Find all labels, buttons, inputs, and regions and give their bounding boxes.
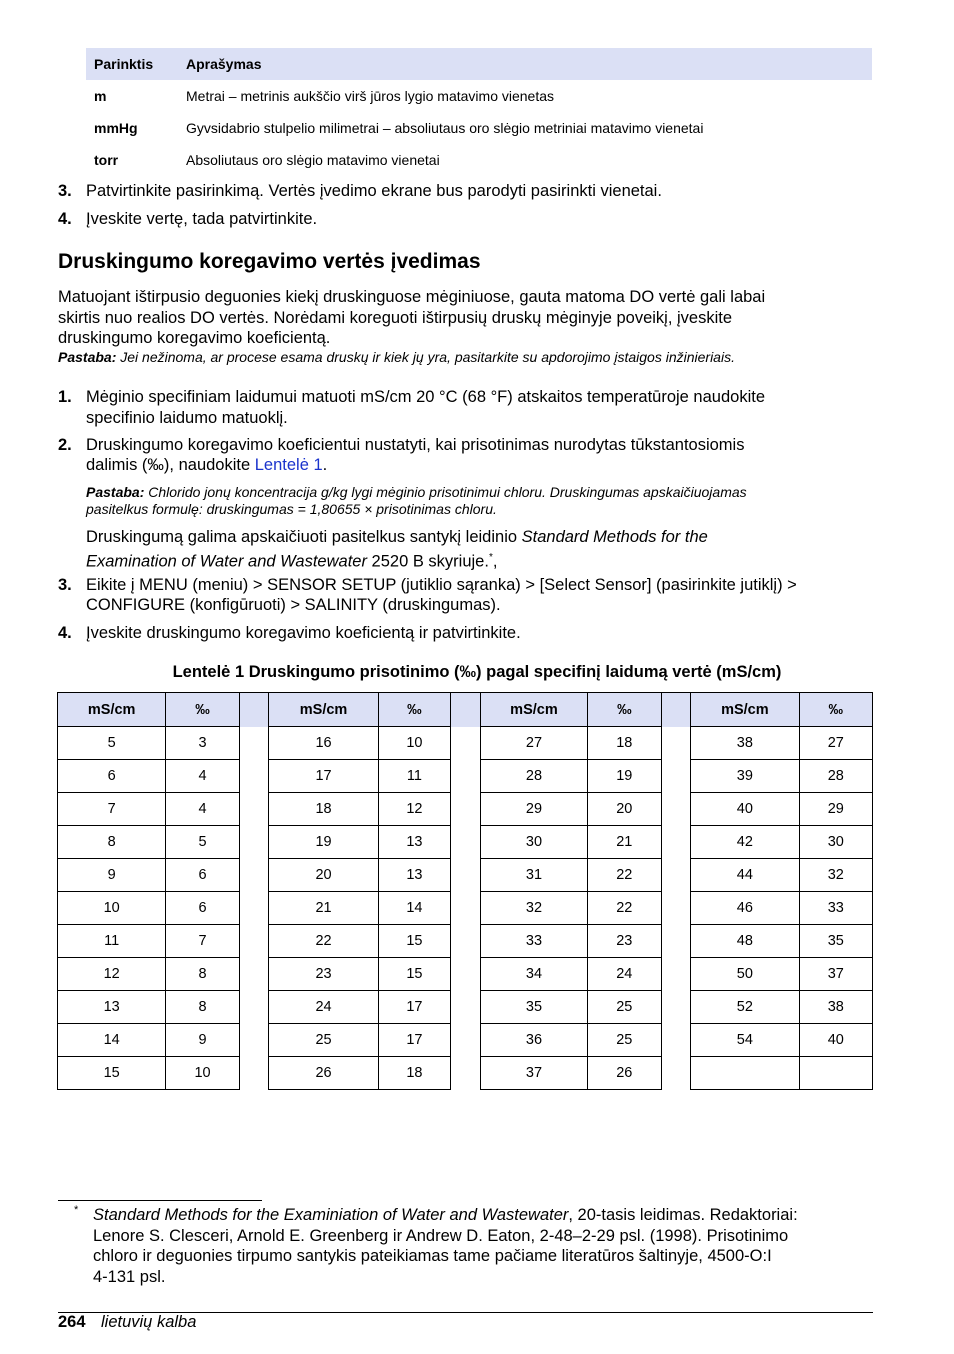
table-row bbox=[58, 859, 873, 892]
cell-ms: 7 bbox=[58, 793, 166, 826]
cell-ppt: 6 bbox=[166, 892, 239, 925]
intro-line: skirtis nuo realios DO vertės. Norėdami koreguoti ištirpusių druskų mėginyje poveikį, įveskite bbox=[58, 309, 733, 327]
cell-ppt: 25 bbox=[588, 1024, 661, 1057]
cell-ppt: 22 bbox=[588, 892, 661, 925]
cell-ppt: 8 bbox=[166, 991, 239, 1024]
cell-ppt: 24 bbox=[588, 958, 661, 991]
salinity-table-body bbox=[58, 727, 873, 1090]
table-row bbox=[58, 1057, 873, 1090]
cell-ppt: 4 bbox=[166, 760, 239, 793]
cell-ms: 8 bbox=[58, 826, 166, 859]
cell-ppt: 23 bbox=[588, 925, 661, 958]
column-spacer bbox=[239, 958, 269, 991]
column-spacer bbox=[239, 1057, 269, 1090]
cell-ppt: 19 bbox=[588, 760, 661, 793]
footnote-line: 4-131 psl. bbox=[93, 1267, 166, 1286]
column-spacer bbox=[451, 760, 481, 793]
cell-ms: 52 bbox=[691, 991, 799, 1024]
note bbox=[58, 348, 735, 366]
cell-ppt: 17 bbox=[378, 991, 450, 1024]
cell-ppt: 30 bbox=[799, 826, 872, 859]
publication-title: Standard Methods for the bbox=[521, 528, 708, 546]
cell-ms: 30 bbox=[480, 826, 587, 859]
cell-ms: 33 bbox=[480, 925, 587, 958]
calc-text: Druskingumą galima apskaičiuoti pasitelkus santykį leidinio bbox=[86, 528, 522, 546]
cell-ms: 18 bbox=[269, 793, 378, 826]
column-header-ppt: ‰ bbox=[588, 693, 661, 727]
column-spacer bbox=[661, 859, 691, 892]
cell-ms: 26 bbox=[269, 1057, 378, 1090]
column-spacer bbox=[451, 1057, 481, 1090]
cell-empty bbox=[799, 1057, 872, 1090]
footnote-line: Lenore S. Clesceri, Arnold E. Greenberg ir Andrew D. Eaton, 2-48–2-29 psl. (1998). Prisotinimo bbox=[93, 1226, 789, 1245]
cell-ppt: 38 bbox=[799, 991, 872, 1024]
cell-ms: 11 bbox=[58, 925, 166, 958]
cell-ppt: 25 bbox=[588, 991, 661, 1024]
cell-ms: 24 bbox=[269, 991, 378, 1024]
cell-ms: 46 bbox=[691, 892, 799, 925]
cell-ppt: 28 bbox=[799, 760, 872, 793]
cell-ms: 23 bbox=[269, 958, 378, 991]
options-table-header bbox=[86, 48, 872, 80]
cell-ppt: 27 bbox=[799, 727, 872, 760]
note-continuation: pasitelkus formulę: druskingumas = 1,80655 × prisotinimas chloru. bbox=[86, 501, 497, 517]
cell-ppt: 18 bbox=[378, 1057, 450, 1090]
cell-ms: 19 bbox=[269, 826, 378, 859]
cell-ppt: 5 bbox=[166, 826, 239, 859]
cell-empty bbox=[691, 1057, 799, 1090]
cell-ms: 15 bbox=[58, 1057, 166, 1090]
cell-ppt: 29 bbox=[799, 793, 872, 826]
cell-ppt: 17 bbox=[378, 1024, 450, 1057]
column-spacer bbox=[239, 826, 269, 859]
column-spacer bbox=[239, 793, 269, 826]
cell-ms: 21 bbox=[269, 892, 378, 925]
column-spacer bbox=[451, 892, 481, 925]
cell-ms: 27 bbox=[480, 727, 587, 760]
cell-ms: 37 bbox=[480, 1057, 587, 1090]
column-header-ppt: ‰ bbox=[799, 693, 872, 727]
intro-line: Matuojant ištirpusio deguonies kiekį druskinguose mėginiuose, gauta matoma DO vertė gali labai bbox=[58, 288, 766, 306]
calc-paragraph-line bbox=[86, 527, 708, 548]
cell-ppt: 35 bbox=[799, 925, 872, 958]
cell-ppt: 26 bbox=[588, 1057, 661, 1090]
footer-language: lietuvių kalba bbox=[101, 1313, 197, 1331]
cell-ms: 32 bbox=[480, 892, 587, 925]
column-spacer bbox=[451, 991, 481, 1024]
cell-ms: 14 bbox=[58, 1024, 166, 1057]
table-row bbox=[58, 727, 873, 760]
cell-ms: 28 bbox=[480, 760, 587, 793]
cell-ms: 13 bbox=[58, 991, 166, 1024]
column-spacer bbox=[239, 727, 269, 760]
table-row bbox=[86, 112, 872, 144]
option-name: torr bbox=[94, 152, 119, 168]
step-number: 2. bbox=[58, 436, 72, 454]
table-reference-link[interactable]: Lentelė 1 bbox=[254, 456, 323, 474]
cell-ms: 38 bbox=[691, 727, 799, 760]
salinity-table bbox=[57, 692, 873, 1090]
cell-ms: 36 bbox=[480, 1024, 587, 1057]
step-text: Mėginio specifiniam laidumui matuoti mS/cm 20 °C (68 °F) atskaitos temperatūroje naudokite bbox=[86, 388, 765, 406]
cell-ppt: 20 bbox=[588, 793, 661, 826]
salinity-table-header bbox=[58, 693, 873, 727]
footnote-text bbox=[93, 1205, 798, 1287]
column-spacer bbox=[239, 859, 269, 892]
column-spacer bbox=[239, 693, 269, 727]
footnote-mark: * bbox=[74, 1204, 79, 1216]
footnote-line bbox=[93, 1205, 798, 1226]
options-header-option: Parinktis bbox=[86, 48, 178, 80]
step-text: Druskingumo koregavimo koeficientui nustatyti, kai prisotinimas nurodytas tūkstantosiomis bbox=[86, 436, 745, 454]
step-text: CONFIGURE (konfigūruoti) > SALINITY (druskingumas). bbox=[86, 596, 501, 614]
table-row bbox=[58, 793, 873, 826]
cell-ms: 16 bbox=[269, 727, 378, 760]
cell-ppt: 14 bbox=[378, 892, 450, 925]
option-description: Metrai – metrinis aukščio virš jūros lygio matavimo vienetas bbox=[186, 88, 555, 104]
intro-line: druskingumo koregavimo koeficientą. bbox=[58, 329, 331, 347]
step-text-part: dalimis (‰), naudokite bbox=[86, 456, 255, 474]
column-spacer bbox=[661, 958, 691, 991]
cell-ppt: 11 bbox=[378, 760, 450, 793]
column-spacer bbox=[239, 760, 269, 793]
step-number: 1. bbox=[58, 388, 72, 406]
table-row bbox=[58, 760, 873, 793]
column-spacer bbox=[239, 991, 269, 1024]
column-spacer bbox=[451, 693, 481, 727]
cell-ms: 42 bbox=[691, 826, 799, 859]
cell-ppt: 8 bbox=[166, 958, 239, 991]
column-spacer bbox=[451, 958, 481, 991]
cell-ppt: 21 bbox=[588, 826, 661, 859]
cell-ppt: 37 bbox=[799, 958, 872, 991]
footnote-line: chloro ir deguonies tirpumo santykis pateikiamas tame pačiame literatūros šaltinyje, 4500-O:I bbox=[93, 1247, 772, 1265]
column-header-ms: mS/cm bbox=[480, 693, 587, 727]
column-spacer bbox=[661, 925, 691, 958]
cell-ppt: 10 bbox=[378, 727, 450, 760]
cell-ms: 44 bbox=[691, 859, 799, 892]
cell-ms: 35 bbox=[480, 991, 587, 1024]
column-spacer bbox=[451, 925, 481, 958]
cell-ppt: 13 bbox=[378, 859, 450, 892]
options-header-description: Aprašymas bbox=[178, 48, 872, 80]
cell-ppt: 32 bbox=[799, 859, 872, 892]
note-label: Pastaba: bbox=[86, 484, 145, 500]
cell-ppt: 7 bbox=[166, 925, 239, 958]
cell-ppt: 18 bbox=[588, 727, 661, 760]
publication-title: Examination of Water and Wastewater bbox=[86, 552, 367, 571]
column-spacer bbox=[661, 1057, 691, 1090]
cell-ppt: 40 bbox=[799, 1024, 872, 1057]
table-row bbox=[86, 144, 872, 176]
column-spacer bbox=[661, 991, 691, 1024]
cell-ppt: 15 bbox=[378, 925, 450, 958]
step-text: specifinio laidumo matuoklį. bbox=[86, 409, 288, 427]
step-number: 4. bbox=[58, 210, 72, 228]
column-spacer bbox=[661, 1024, 691, 1057]
column-spacer bbox=[451, 1024, 481, 1057]
column-spacer bbox=[239, 1024, 269, 1057]
cell-ms: 40 bbox=[691, 793, 799, 826]
cell-ms: 5 bbox=[58, 727, 166, 760]
column-spacer bbox=[661, 826, 691, 859]
column-spacer bbox=[451, 727, 481, 760]
step-number: 3. bbox=[58, 182, 72, 200]
cell-ppt: 10 bbox=[166, 1057, 239, 1090]
column-spacer bbox=[451, 859, 481, 892]
section-title: Druskingumo koregavimo vertės įvedimas bbox=[58, 250, 481, 273]
note-label: Pastaba: bbox=[58, 349, 117, 365]
footnote-reference[interactable]: * bbox=[488, 552, 493, 563]
cell-ms: 20 bbox=[269, 859, 378, 892]
column-header-ppt: ‰ bbox=[166, 693, 239, 727]
cell-ppt: 15 bbox=[378, 958, 450, 991]
note-text: Chlorido jonų koncentracija g/kg lygi mėginio prisotinimui chloru. Druskingumas apskaičiuojamas bbox=[144, 484, 747, 500]
cell-ms: 12 bbox=[58, 958, 166, 991]
options-table bbox=[86, 48, 872, 176]
footnote-line-text: , 20-tasis leidimas. Redaktoriai: bbox=[568, 1206, 798, 1224]
step-text: Patvirtinkite pasirinkimą. Vertės įvedimo ekrane bus parodyti pasirinkti vienetai. bbox=[86, 182, 662, 200]
cell-ppt: 33 bbox=[799, 892, 872, 925]
table-row bbox=[58, 958, 873, 991]
cell-ms: 29 bbox=[480, 793, 587, 826]
cell-ms: 31 bbox=[480, 859, 587, 892]
column-header-ms: mS/cm bbox=[691, 693, 799, 727]
cell-ppt: 4 bbox=[166, 793, 239, 826]
cell-ppt: 6 bbox=[166, 859, 239, 892]
cell-ms: 17 bbox=[269, 760, 378, 793]
cell-ms: 50 bbox=[691, 958, 799, 991]
cell-ppt: 13 bbox=[378, 826, 450, 859]
calc-paragraph-line bbox=[86, 548, 497, 572]
column-header-ppt: ‰ bbox=[378, 693, 450, 727]
page-number: 264 bbox=[58, 1313, 86, 1331]
option-description: Absoliutaus oro slėgio matavimo vienetai bbox=[186, 152, 440, 168]
cell-ms: 6 bbox=[58, 760, 166, 793]
option-description: Gyvsidabrio stulpelio milimetrai – absoliutaus oro slėgio metriniai matavimo vienetai bbox=[186, 120, 704, 136]
table-row bbox=[58, 826, 873, 859]
cell-ms: 22 bbox=[269, 925, 378, 958]
column-spacer bbox=[661, 727, 691, 760]
column-spacer bbox=[661, 760, 691, 793]
step-text: Įveskite druskingumo koregavimo koeficientą ir patvirtinkite. bbox=[86, 624, 521, 642]
option-name: mmHg bbox=[94, 120, 138, 136]
option-name: m bbox=[94, 88, 107, 104]
table-row bbox=[86, 80, 872, 112]
cell-ms: 39 bbox=[691, 760, 799, 793]
table-row bbox=[58, 892, 873, 925]
step-text bbox=[86, 455, 327, 476]
cell-ms: 54 bbox=[691, 1024, 799, 1057]
cell-ms: 48 bbox=[691, 925, 799, 958]
column-header-ms: mS/cm bbox=[58, 693, 166, 727]
footnote-separator bbox=[58, 1200, 262, 1201]
cell-ppt: 22 bbox=[588, 859, 661, 892]
table-row bbox=[58, 925, 873, 958]
step-number: 3. bbox=[58, 576, 72, 594]
column-spacer bbox=[661, 693, 691, 727]
calc-text: , bbox=[492, 552, 498, 571]
table-row bbox=[58, 991, 873, 1024]
cell-ms: 10 bbox=[58, 892, 166, 925]
column-spacer bbox=[661, 892, 691, 925]
publication-title: Standard Methods for the Examiniation of Water and Wastewater bbox=[93, 1206, 569, 1224]
column-spacer bbox=[661, 793, 691, 826]
step-text: Eikite į MENU (meniu) > SENSOR SETUP (jutiklio sąranka) > [Select Sensor] (pasirinkite jutiklį) > bbox=[86, 576, 797, 594]
cell-ms: 9 bbox=[58, 859, 166, 892]
cell-ppt: 3 bbox=[166, 727, 239, 760]
column-spacer bbox=[239, 892, 269, 925]
column-spacer bbox=[239, 925, 269, 958]
table-row bbox=[58, 1024, 873, 1057]
column-header-ms: mS/cm bbox=[269, 693, 378, 727]
cell-ms: 34 bbox=[480, 958, 587, 991]
note bbox=[86, 483, 747, 501]
step-number: 4. bbox=[58, 624, 72, 642]
cell-ppt: 12 bbox=[378, 793, 450, 826]
column-spacer bbox=[451, 793, 481, 826]
note-text: Jei nežinoma, ar procese esama druskų ir kiek jų yra, pasitarkite su apdorojimo įstaigos inžinieriais. bbox=[116, 349, 735, 365]
step-text: Įveskite vertę, tada patvirtinkite. bbox=[86, 210, 318, 228]
step-text-part: . bbox=[322, 456, 328, 474]
column-spacer bbox=[451, 826, 481, 859]
table-caption: Lentelė 1 Druskingumo prisotinimo (‰) pagal specifinį laidumą vertė (mS/cm) bbox=[172, 663, 782, 681]
calc-text: 2520 B skyriuje. bbox=[366, 552, 489, 571]
cell-ppt: 9 bbox=[166, 1024, 239, 1057]
cell-ms: 25 bbox=[269, 1024, 378, 1057]
